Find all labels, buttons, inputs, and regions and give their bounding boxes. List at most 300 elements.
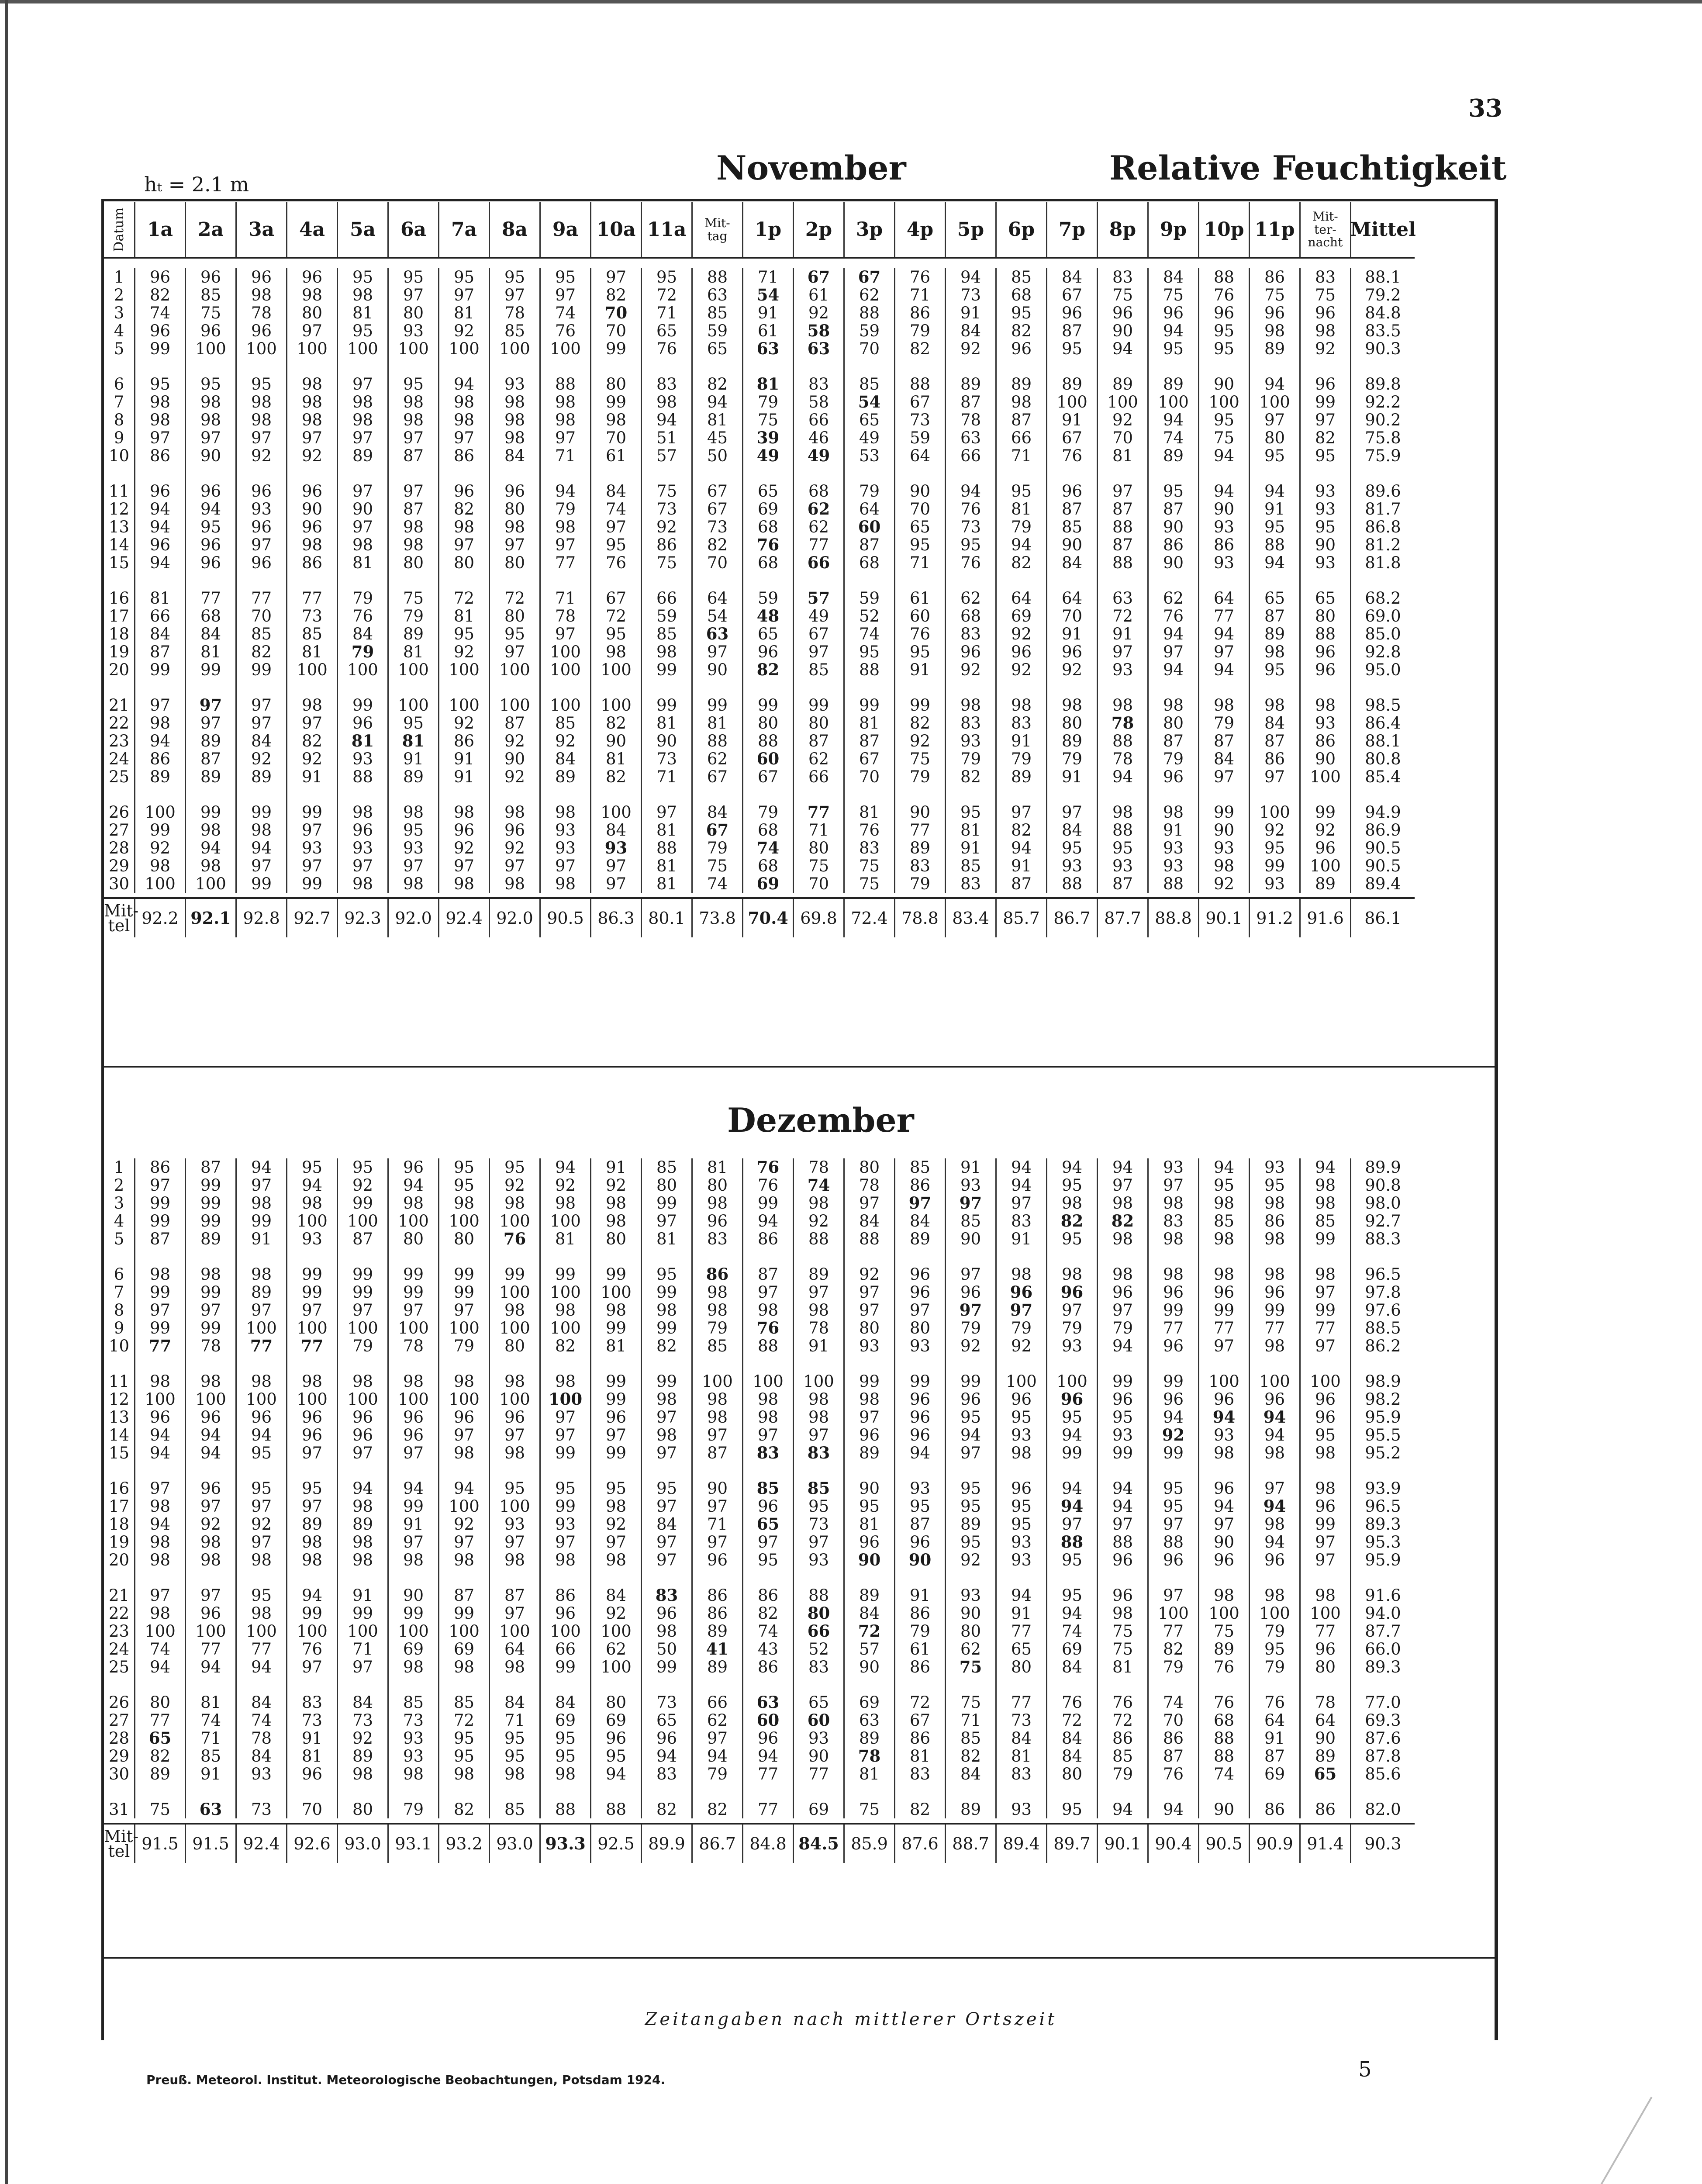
humidity-cell: 99 <box>693 696 743 714</box>
column-header <box>1351 202 1415 257</box>
humidity-cell: 59 <box>743 589 794 607</box>
humidity-cell: 68 <box>743 554 794 572</box>
table-row <box>104 1390 1415 1408</box>
mean-row-label: Mit- tel <box>104 899 135 937</box>
row-gap <box>946 1355 997 1372</box>
row-gap <box>490 786 541 803</box>
table-row <box>104 393 1415 411</box>
humidity-cell: 99 <box>591 1444 642 1462</box>
row-gap <box>439 465 490 482</box>
humidity-cell: 98 <box>1047 1194 1098 1212</box>
humidity-cell: 93 <box>490 375 541 393</box>
humidity-cell: 71 <box>794 821 845 839</box>
humidity-cell: 73 <box>389 1711 439 1729</box>
humidity-cell: 82 <box>693 1800 743 1818</box>
humidity-cell: 99 <box>1199 1301 1250 1319</box>
humidity-cell: 83 <box>997 714 1047 732</box>
humidity-cell: 94 <box>1199 1408 1250 1426</box>
humidity-cell: 90 <box>1199 375 1250 393</box>
humidity-cell: 89 <box>693 1658 743 1676</box>
humidity-cell: 66 <box>794 1622 845 1640</box>
humidity-cell: 82 <box>439 500 490 518</box>
row-gap <box>135 1248 186 1265</box>
humidity-cell: 97 <box>743 1533 794 1551</box>
humidity-cell: 99 <box>541 1497 591 1515</box>
humidity-cell: 91 <box>186 1765 237 1783</box>
daily-mean-cell: 80.8 <box>1365 750 1401 768</box>
humidity-cell: 98 <box>490 393 541 411</box>
row-gap <box>1351 1248 1415 1265</box>
humidity-cell: 78 <box>490 304 541 322</box>
humidity-cell: 95 <box>287 1158 338 1176</box>
humidity-cell: 95 <box>895 1497 946 1515</box>
humidity-cell: 100 <box>237 1319 287 1337</box>
humidity-cell: 80 <box>490 607 541 625</box>
humidity-cell: 86 <box>693 1604 743 1622</box>
table-row <box>104 1640 1415 1658</box>
humidity-cell: 88 <box>1047 1533 1098 1551</box>
column-header <box>1149 202 1199 257</box>
humidity-cell: 100 <box>135 875 186 893</box>
row-gap <box>895 679 946 696</box>
daily-mean-cell: 95.0 <box>1365 660 1401 679</box>
row-gap <box>1351 1676 1415 1693</box>
humidity-cell: 86 <box>693 1586 743 1604</box>
humidity-cell: 85 <box>490 1800 541 1818</box>
humidity-cell: 99 <box>1199 803 1250 821</box>
humidity-cell: 77 <box>186 1640 237 1658</box>
row-gap <box>794 1676 845 1693</box>
humidity-cell: 77 <box>1199 1319 1250 1337</box>
date-cell: 8 <box>104 411 135 429</box>
humidity-cell: 93 <box>1199 1426 1250 1444</box>
daily-mean-cell: 94.9 <box>1365 803 1401 822</box>
humidity-cell: 87 <box>997 411 1047 429</box>
row-gap <box>1047 1248 1098 1265</box>
humidity-cell: 90 <box>591 732 642 750</box>
row-gap <box>541 572 591 589</box>
humidity-cell: 99 <box>186 1176 237 1194</box>
row-gap <box>338 1676 389 1693</box>
humidity-cell: 99 <box>642 696 693 714</box>
humidity-cell: 99 <box>186 1194 237 1212</box>
humidity-cell: 85 <box>287 625 338 643</box>
humidity-cell: 86 <box>1250 1800 1301 1818</box>
date-cell: 4 <box>104 322 135 340</box>
row-gap <box>541 358 591 375</box>
humidity-cell: 95 <box>541 268 591 286</box>
humidity-cell: 78 <box>1301 1693 1351 1711</box>
humidity-cell: 80 <box>1301 607 1351 625</box>
humidity-cell: 96 <box>743 643 794 661</box>
humidity-cell: 93 <box>1098 1426 1149 1444</box>
humidity-cell: 84 <box>237 732 287 750</box>
humidity-cell: 96 <box>642 1729 693 1747</box>
humidity-cell: 97 <box>237 429 287 447</box>
column-header <box>946 202 997 257</box>
date-cell: 26 <box>104 1693 135 1711</box>
humidity-cell: 80 <box>946 1622 997 1640</box>
humidity-cell: 94 <box>1047 1497 1098 1515</box>
humidity-cell: 63 <box>1098 589 1149 607</box>
humidity-cell: 98 <box>439 518 490 536</box>
row-gap <box>490 1355 541 1372</box>
humidity-cell: 90 <box>794 1747 845 1765</box>
humidity-cell: 100 <box>541 1283 591 1301</box>
humidity-cell: 98 <box>1301 1265 1351 1283</box>
humidity-cell: 67 <box>895 393 946 411</box>
humidity-cell: 99 <box>135 661 186 679</box>
humidity-cell: 50 <box>693 447 743 465</box>
humidity-cell: 78 <box>794 1158 845 1176</box>
row-gap <box>1047 1783 1098 1800</box>
humidity-cell: 98 <box>1250 1444 1301 1462</box>
humidity-cell: 60 <box>743 750 794 768</box>
humidity-cell: 96 <box>237 554 287 572</box>
humidity-cell: 75 <box>642 482 693 500</box>
humidity-cell: 93 <box>997 1551 1047 1569</box>
humidity-cell: 95 <box>237 1586 287 1604</box>
column-header <box>642 202 693 257</box>
humidity-cell: 98 <box>338 1372 389 1390</box>
humidity-cell: 63 <box>693 286 743 304</box>
row-gap <box>338 465 389 482</box>
humidity-cell: 95 <box>946 1479 997 1497</box>
row-gap <box>1199 572 1250 589</box>
humidity-cell: 96 <box>997 1283 1047 1301</box>
humidity-cell: 86 <box>135 750 186 768</box>
humidity-cell: 95 <box>1250 839 1301 857</box>
humidity-cell: 79 <box>1250 1658 1301 1676</box>
row-gap <box>541 1676 591 1693</box>
humidity-cell: 96 <box>997 1479 1047 1497</box>
humidity-cell: 97 <box>693 1497 743 1515</box>
humidity-cell: 77 <box>1149 1622 1199 1640</box>
humidity-cell: 100 <box>591 661 642 679</box>
humidity-cell: 97 <box>439 429 490 447</box>
humidity-cell: 78 <box>237 304 287 322</box>
humidity-cell: 92 <box>490 1176 541 1194</box>
humidity-cell: 65 <box>895 518 946 536</box>
humidity-cell: 80 <box>591 1693 642 1711</box>
humidity-cell: 98 <box>1301 1586 1351 1604</box>
humidity-cell: 99 <box>237 661 287 679</box>
humidity-cell: 69 <box>1047 1640 1098 1658</box>
humidity-cell: 71 <box>642 304 693 322</box>
humidity-cell: 79 <box>1250 1622 1301 1640</box>
humidity-cell: 76 <box>743 1158 794 1176</box>
humidity-cell: 87 <box>338 1230 389 1248</box>
humidity-cell: 73 <box>693 518 743 536</box>
humidity-cell: 75 <box>1250 286 1301 304</box>
humidity-cell: 96 <box>1301 1497 1351 1515</box>
humidity-cell: 95 <box>338 322 389 340</box>
humidity-cell: 89 <box>186 1230 237 1248</box>
daily-mean-cell: 88.1 <box>1365 268 1401 287</box>
humidity-cell: 96 <box>1250 1390 1301 1408</box>
humidity-cell: 93 <box>389 1747 439 1765</box>
humidity-cell: 87 <box>845 732 895 750</box>
humidity-cell: 96 <box>338 714 389 732</box>
humidity-cell: 81 <box>845 1515 895 1533</box>
column-header <box>338 202 389 257</box>
humidity-cell: 85 <box>186 1747 237 1765</box>
humidity-cell: 81 <box>642 875 693 893</box>
humidity-cell: 86 <box>1098 1729 1149 1747</box>
row-gap <box>845 786 895 803</box>
mean-cell: 91.2 <box>1250 899 1301 937</box>
humidity-cell: 97 <box>946 1265 997 1283</box>
humidity-cell: 97 <box>186 1497 237 1515</box>
humidity-cell: 100 <box>541 1212 591 1230</box>
humidity-cell: 96 <box>1301 375 1351 393</box>
humidity-cell: 93 <box>845 1337 895 1355</box>
humidity-cell: 97 <box>389 286 439 304</box>
row-group-gap <box>104 1462 1415 1479</box>
humidity-cell: 94 <box>997 839 1047 857</box>
row-gap <box>135 1676 186 1693</box>
humidity-cell: 83 <box>794 375 845 393</box>
humidity-cell: 97 <box>338 1301 389 1319</box>
row-gap <box>895 1355 946 1372</box>
humidity-cell: 89 <box>186 768 237 786</box>
humidity-cell: 83 <box>946 875 997 893</box>
row-gap <box>1098 1783 1149 1800</box>
humidity-cell: 96 <box>743 1497 794 1515</box>
column-header-label: Mittel <box>1350 218 1416 241</box>
column-header <box>541 202 591 257</box>
row-gap <box>693 1355 743 1372</box>
humidity-cell: 93 <box>237 1765 287 1783</box>
humidity-cell: 98 <box>237 1372 287 1390</box>
humidity-cell: 96 <box>541 1604 591 1622</box>
date-cell: 12 <box>104 1390 135 1408</box>
humidity-cell: 96 <box>237 268 287 286</box>
humidity-cell: 99 <box>591 1265 642 1283</box>
humidity-cell: 41 <box>693 1640 743 1658</box>
humidity-cell: 100 <box>389 1319 439 1337</box>
humidity-cell: 81 <box>591 1337 642 1355</box>
humidity-cell: 98 <box>946 696 997 714</box>
mean-cell: 93.0 <box>338 1825 389 1863</box>
humidity-cell: 98 <box>743 1408 794 1426</box>
row-gap <box>338 1569 389 1586</box>
row-gap <box>794 1569 845 1586</box>
humidity-cell: 71 <box>895 554 946 572</box>
humidity-cell: 98 <box>287 1551 338 1569</box>
humidity-cell: 98 <box>1301 1479 1351 1497</box>
row-gap <box>1098 1569 1149 1586</box>
row-gap <box>287 358 338 375</box>
table-row <box>104 429 1415 447</box>
mean-cell: 92.6 <box>287 1825 338 1863</box>
humidity-cell: 99 <box>1047 1444 1098 1462</box>
humidity-cell: 91 <box>946 839 997 857</box>
humidity-cell: 98 <box>490 1444 541 1462</box>
humidity-cell: 96 <box>1098 304 1149 322</box>
humidity-cell: 91 <box>1047 411 1098 429</box>
humidity-cell: 98 <box>1250 322 1301 340</box>
table-row <box>104 1729 1415 1747</box>
humidity-cell: 94 <box>135 1444 186 1462</box>
humidity-cell: 95 <box>439 1729 490 1747</box>
humidity-cell: 98 <box>1301 1176 1351 1194</box>
table-row <box>104 1533 1415 1551</box>
humidity-cell: 59 <box>642 607 693 625</box>
humidity-cell: 74 <box>186 1711 237 1729</box>
humidity-cell: 84 <box>946 322 997 340</box>
humidity-cell: 85 <box>693 304 743 322</box>
humidity-cell: 100 <box>186 875 237 893</box>
humidity-cell: 80 <box>439 554 490 572</box>
humidity-cell: 93 <box>1301 482 1351 500</box>
row-gap <box>186 1462 237 1479</box>
humidity-cell: 98 <box>135 1533 186 1551</box>
humidity-cell: 39 <box>743 429 794 447</box>
row-gap <box>287 1355 338 1372</box>
row-gap <box>1047 1676 1098 1693</box>
humidity-cell: 92 <box>1301 340 1351 358</box>
mean-cell: 93.2 <box>439 1825 490 1863</box>
row-group-gap <box>104 1569 1415 1586</box>
humidity-cell: 85 <box>794 661 845 679</box>
table-row <box>104 1693 1415 1711</box>
humidity-cell: 98 <box>389 1765 439 1783</box>
humidity-cell: 98 <box>541 1551 591 1569</box>
row-gap <box>439 358 490 375</box>
humidity-cell: 76 <box>1199 1658 1250 1676</box>
humidity-cell: 96 <box>591 1408 642 1426</box>
mean-cell: 72.4 <box>845 899 895 937</box>
row-gap <box>1199 1248 1250 1265</box>
humidity-cell: 62 <box>946 1640 997 1658</box>
row-gap <box>591 572 642 589</box>
humidity-cell: 96 <box>1301 1390 1351 1408</box>
humidity-cell: 79 <box>743 803 794 821</box>
row-gap <box>693 465 743 482</box>
humidity-cell: 94 <box>1199 1497 1250 1515</box>
row-gap <box>439 679 490 696</box>
row-gap <box>845 465 895 482</box>
humidity-cell: 97 <box>490 1604 541 1622</box>
humidity-cell: 81 <box>287 1747 338 1765</box>
daily-mean-cell: 85.6 <box>1365 1765 1401 1783</box>
row-gap <box>389 1676 439 1693</box>
row-gap <box>439 1676 490 1693</box>
humidity-cell: 77 <box>743 1800 794 1818</box>
row-gap <box>389 1783 439 1800</box>
humidity-cell: 79 <box>845 482 895 500</box>
humidity-cell: 95 <box>490 625 541 643</box>
row-gap <box>237 358 287 375</box>
humidity-cell: 100 <box>1047 1372 1098 1390</box>
humidity-cell: 72 <box>591 607 642 625</box>
humidity-cell: 98 <box>743 1390 794 1408</box>
humidity-cell: 88 <box>1199 1729 1250 1747</box>
humidity-cell: 95 <box>642 268 693 286</box>
humidity-cell: 66 <box>541 1640 591 1658</box>
humidity-cell: 89 <box>845 1444 895 1462</box>
humidity-cell: 74 <box>743 839 794 857</box>
humidity-cell: 98 <box>693 1408 743 1426</box>
humidity-cell: 81 <box>1098 447 1149 465</box>
humidity-cell: 71 <box>946 1711 997 1729</box>
row-gap <box>237 679 287 696</box>
humidity-cell: 77 <box>237 1640 287 1658</box>
humidity-cell: 98 <box>1098 1194 1149 1212</box>
column-header <box>693 202 743 257</box>
humidity-cell: 91 <box>338 1586 389 1604</box>
row-gap <box>135 358 186 375</box>
humidity-cell: 75 <box>895 750 946 768</box>
humidity-cell: 89 <box>1047 732 1098 750</box>
humidity-cell: 82 <box>946 768 997 786</box>
table-row <box>104 1479 1415 1497</box>
humidity-cell: 98 <box>338 411 389 429</box>
humidity-cell: 89 <box>287 1515 338 1533</box>
humidity-cell: 95 <box>591 536 642 554</box>
humidity-cell: 98 <box>186 393 237 411</box>
daily-mean-cell: 90.5 <box>1365 839 1401 857</box>
humidity-cell: 81 <box>845 803 895 821</box>
humidity-cell: 98 <box>642 1426 693 1444</box>
humidity-cell: 91 <box>287 768 338 786</box>
row-gap <box>1301 1248 1351 1265</box>
row-gap <box>104 679 135 696</box>
humidity-cell: 93 <box>338 839 389 857</box>
row-gap <box>135 465 186 482</box>
row-gap <box>743 786 794 803</box>
humidity-cell: 96 <box>1098 1390 1149 1408</box>
humidity-cell: 77 <box>541 554 591 572</box>
humidity-cell: 99 <box>186 1283 237 1301</box>
humidity-cell: 98 <box>135 393 186 411</box>
humidity-cell: 94 <box>237 1658 287 1676</box>
humidity-cell: 98 <box>1301 322 1351 340</box>
dezember-table <box>104 1149 1415 1863</box>
humidity-cell: 66 <box>794 768 845 786</box>
humidity-cell: 98 <box>186 411 237 429</box>
row-gap <box>591 1569 642 1586</box>
row-gap <box>1098 358 1149 375</box>
humidity-cell: 99 <box>287 1283 338 1301</box>
humidity-cell: 96 <box>642 1604 693 1622</box>
humidity-cell: 98 <box>1199 1230 1250 1248</box>
row-gap <box>186 786 237 803</box>
column-header-label: 2p <box>805 218 832 241</box>
humidity-cell: 97 <box>693 1729 743 1747</box>
humidity-cell: 87 <box>997 875 1047 893</box>
humidity-cell: 94 <box>389 1479 439 1497</box>
humidity-cell: 99 <box>186 1319 237 1337</box>
column-header <box>186 202 237 257</box>
humidity-cell: 73 <box>946 518 997 536</box>
humidity-cell: 88 <box>541 1800 591 1818</box>
humidity-cell: 94 <box>1149 1800 1199 1818</box>
humidity-cell: 65 <box>845 411 895 429</box>
humidity-cell: 98 <box>997 393 1047 411</box>
humidity-cell: 78 <box>1098 714 1149 732</box>
humidity-cell: 92 <box>237 750 287 768</box>
humidity-cell: 77 <box>743 1765 794 1783</box>
humidity-cell: 98 <box>541 393 591 411</box>
humidity-cell: 63 <box>743 1693 794 1711</box>
humidity-cell: 53 <box>845 447 895 465</box>
humidity-cell: 81 <box>693 714 743 732</box>
humidity-cell: 99 <box>237 875 287 893</box>
row-gap <box>186 1569 237 1586</box>
humidity-cell: 94 <box>1301 1158 1351 1176</box>
